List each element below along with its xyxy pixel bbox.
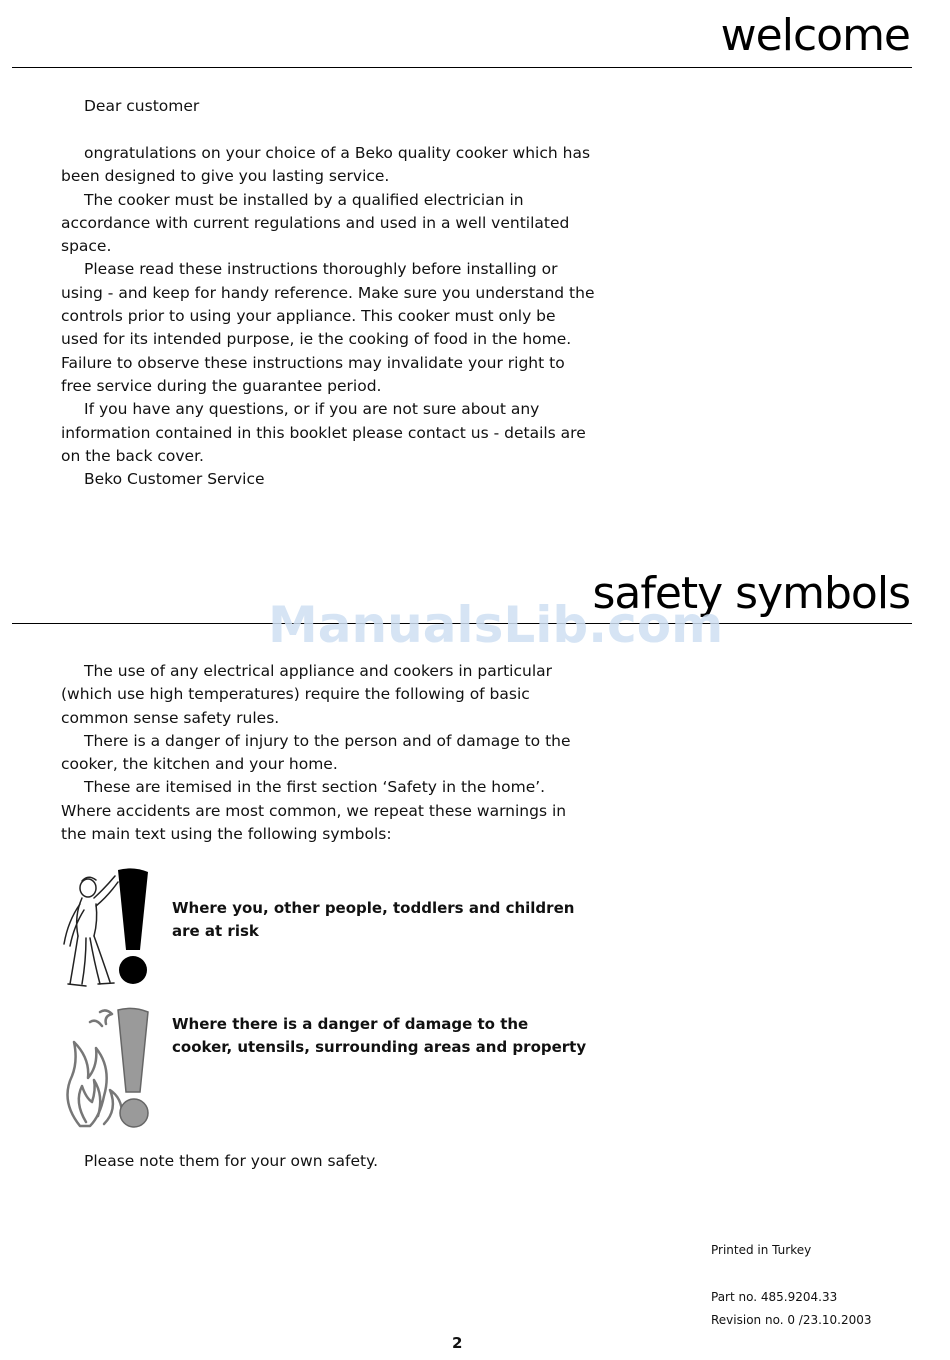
- symbol-row-flame: [60, 1006, 155, 1135]
- safety-body: [61, 660, 596, 846]
- welcome-divider: [12, 67, 912, 68]
- symbol-text-flame: Where there is a danger of damage to the cooker, utensils, surrounding areas and property: [172, 1015, 587, 1057]
- symbol-text-person: Where you, other people, toddlers and children are at risk: [172, 899, 575, 941]
- part-number: Part no. 485.9204.33: [711, 1290, 838, 1304]
- closing-note: Please note them for your own safety.: [84, 1152, 379, 1170]
- safety-paragraph: There is a danger of injury to the person and of damage to the cooker, the kitchen and your home.: [61, 731, 571, 774]
- welcome-paragraph: ongratulations on your choice of a Beko quality cooker which has been designed to give you lasting service.: [61, 144, 591, 186]
- welcome-body: [61, 142, 596, 468]
- welcome-paragraph: If you have any questions, or if you are not sure about any information contained in this booklet please contact us - details are on the back cover.: [61, 400, 586, 465]
- safety-heading: safety symbols: [592, 568, 910, 619]
- signature: Beko Customer Service: [84, 470, 265, 488]
- safety-paragraph: The use of any electrical appliance and cookers in particular (which use high temperatures) require the following of basic common sense safety rules.: [61, 662, 552, 727]
- person-warning-icon: [60, 866, 155, 991]
- watermark: ManualsLib.com: [268, 596, 724, 654]
- safety-paragraph: These are itemised in the first section ‘Safety in the home’. Where accidents are most common, we repeat these warnings in the main text using the following symbols:: [61, 778, 567, 844]
- welcome-paragraph: The cooker must be installed by a qualified electrician in accordance with current regulations and used in a well ventilated space.: [61, 190, 570, 256]
- symbol-row-person: [60, 866, 155, 995]
- flame-warning-icon: [60, 1006, 155, 1131]
- page-number: 2: [452, 1334, 463, 1352]
- salutation: Dear customer: [84, 97, 200, 115]
- welcome-paragraph: Please read these instructions thoroughly before installing or using - and keep for handy reference. Make sure you understand the controls prior to using your appliance. This cooker must only be used for its intended purpose, ie the cooking of food in the home. Failure to observe these instructions may invalidate your right to free service during the guarantee period.: [61, 260, 595, 395]
- printed-in: Printed in Turkey: [711, 1243, 812, 1257]
- welcome-heading: welcome: [720, 10, 910, 61]
- revision-number: Revision no. 0 /23.10.2003: [711, 1313, 872, 1327]
